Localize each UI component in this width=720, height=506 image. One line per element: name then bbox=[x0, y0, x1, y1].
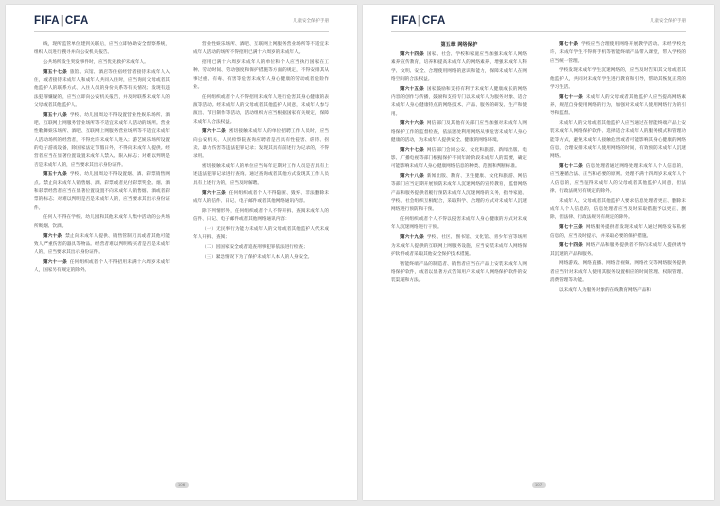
page-body bbox=[391, 41, 686, 464]
law-paragraph bbox=[34, 59, 170, 67]
article-number: 第五十七条 bbox=[43, 69, 67, 75]
page-right bbox=[363, 5, 714, 500]
law-paragraph bbox=[391, 147, 527, 172]
article-number: 第七十三条 bbox=[559, 225, 583, 231]
paragraph-text: 营业性娱乐场所、酒吧、互联网上网服务营业场所等不适宜未成年人活动的场所不得招用已满十六周岁的未成年人。 bbox=[193, 42, 329, 56]
law-paragraph bbox=[34, 233, 170, 258]
law-paragraph bbox=[193, 190, 329, 207]
paragraph-text: （二）因国家安全或者追查刑事犯罪依法进行检查； bbox=[202, 244, 308, 250]
article-number: 第六十四条 bbox=[400, 52, 424, 57]
paragraph-text: 线，现所监管单位建到关联后，应当立即协助安全督察系统，组织人员进行搜寻并向公安机关报告。 bbox=[34, 42, 170, 56]
fifa-cfa-logo: FIFA|CFA bbox=[34, 15, 89, 27]
law-paragraph bbox=[391, 120, 527, 145]
text-column-1 bbox=[34, 41, 170, 464]
law-paragraph bbox=[550, 224, 686, 241]
law-paragraph bbox=[34, 69, 170, 110]
paragraph-text: 任何组织或者个人不得招用未满十六周岁未成年人，国家另有规定的除外。 bbox=[34, 259, 170, 274]
paragraph-text: 学校、幼儿园周边不得设置烟、酒、彩票销售网点。禁止向未成年人销售烟、酒、彩票或者兑付彩票奖金。烟、酒和彩票经营者应当在显著位置设置不向未成年人销售烟、酒或者彩票的标志；对难以判明是否是未成年人的，应当要求其出示身份证件。 bbox=[34, 172, 170, 211]
fifa-cfa-logo: FIFA|CFA bbox=[391, 15, 446, 27]
law-paragraph bbox=[193, 41, 329, 58]
article-number: 第六十三条 bbox=[202, 190, 226, 196]
paragraph-text: 未成年人、父母或者其他监护人要求信息处理者更正、删除未成年人个人信息的，信息处理者应当及时采取措施予以更正、删除，但法律、行政法规另有规定的除外。 bbox=[550, 198, 686, 221]
paragraph-text: 任何人不得在学校、幼儿园和其他未成年人集中活动的公共场所吸烟、饮酒。 bbox=[34, 215, 170, 229]
paragraph-text: 以未成年人为服务对象的在线教育网络产品和 bbox=[559, 287, 651, 293]
page-number: 107 bbox=[532, 482, 546, 488]
article-number: 第七十条 bbox=[559, 42, 579, 47]
paragraph-text: 密切接触未成年人的单位应当每年定期对工作人员是否具有上述违法犯罪记录进行查询。通过查询或者其他方式发现其工作人员具有上述行为的，应当及时解聘。 bbox=[193, 164, 329, 186]
law-paragraph bbox=[193, 208, 329, 225]
page-header bbox=[391, 15, 686, 32]
chapter-heading: 第五章 网络保护 bbox=[440, 42, 478, 48]
law-paragraph bbox=[34, 112, 170, 170]
paragraph-text: （一）无民事行为能力未成年人的父母或者其他监护人代未成年人开拆、查阅； bbox=[193, 226, 329, 241]
article-number: 第七十一条 bbox=[559, 94, 583, 100]
paragraph-text: 旅馆、宾馆、酒店等住宿经营者接待未成年人入住，或者接待未成年人和成年人共同入住时，应当询问父母或者其他监护人的联系方式、入住人员的身份关系等有关情况；发现有违法犯罪嫌疑的，应当立即向公安机关报告，并及时联系未成年人的父母或者其他监护人。 bbox=[34, 69, 170, 109]
paragraph-text: 信息处理者通过网络处理未成年人个人信息的，应当遵循合法、正当和必要的原则。处理不满十四周岁未成年人个人信息的，应当征得未成年人的父母或者其他监护人同意，但法律、行政法规另有规定的除外。 bbox=[550, 164, 686, 195]
article-number: 第六十九条 bbox=[400, 235, 424, 241]
paragraph-text: 网络游戏、网络直播、网络音视频、网络社交等网络服务提供者应当针对未成年人使用其服务设置相应的时间管理、权限管理、消费管理等功能。 bbox=[550, 261, 686, 284]
text-column-1 bbox=[391, 41, 527, 464]
article-number: 第七十四条 bbox=[559, 243, 583, 249]
article-number: 第五十九条 bbox=[43, 172, 67, 178]
law-paragraph bbox=[193, 254, 329, 262]
law-paragraph bbox=[550, 120, 686, 161]
law-paragraph bbox=[193, 128, 329, 161]
paragraph-text: 任何组织或者个人不得招用未成年人进行危害其身心健康的表演等活动。经未成年人的父母或者其他监护人同意，未成年人参与演出、节目制作等活动，活动组织方应当根据国家有关规定，保障未成年人合法权益。 bbox=[193, 94, 329, 125]
article-number: 第六十二条 bbox=[202, 129, 226, 135]
paragraph-text: 学校、社区、图书馆、文化馆、青少年宫等场所为未成年人提供的互联网上网服务设施，应当安装未成年人网络保护软件或者采取其他安全保护技术措施。 bbox=[391, 235, 527, 257]
law-paragraph bbox=[193, 163, 329, 188]
page-left bbox=[6, 5, 357, 500]
paragraph-text: 网络服务提供者发现未成年人通过网络发布私密信息的，应当及时提示，并采取必要的保护措施。 bbox=[550, 225, 686, 239]
paragraph-text: 任何组织或者个人不得以侵害未成年人身心健康的方式对未成年人沉迷网络进行干预。 bbox=[391, 217, 527, 231]
article-number: 第六十一条 bbox=[43, 259, 67, 265]
article-number: 第五十八条 bbox=[43, 112, 67, 118]
paragraph-text: 未成年人的父母或者其他监护人应当提高网络素养，规范自身使用网络的行为，加强对未成年人使用网络行为的引导和监督。 bbox=[550, 94, 686, 117]
paragraph-text: 学校、幼儿园周边不得设置营业性娱乐场所、酒吧、互联网上网服务营业场所等不适宜未成年人活动的场所。营业性歌舞娱乐场所、酒吧、互联网上网服务营业场所等不适宜未成年人活动场所的经营者，不得允许未成年人进入；游艺娱乐场所设置的电子游戏设备，除国家法定节假日外，不得向未成年人提供。经营者应当在显著位置设置未成年人禁入、限入标志；对难以判明是否是未成年人的，应当要求其出示身份证件。 bbox=[34, 112, 170, 168]
law-paragraph bbox=[550, 67, 686, 92]
law-paragraph bbox=[550, 260, 686, 285]
law-paragraph bbox=[550, 287, 686, 295]
paragraph-text: 禁止向未成年人提供、销售管制刀具或者其他可能致人严重伤害的器具等物品。经营者难以判明购买者是否是未成年人的，应当要求其出示身份证件。 bbox=[34, 233, 170, 256]
paragraph-text: 新闻出版、教育、卫生健康、文化和旅游、网信等部门应当定期开展预防未成年人沉迷网络的宣传教育，监督网络产品和服务提供者履行预防未成年人沉迷网络的义务，指导家庭、学校、社会组织互相配合，采取科学、合理的方式对未成年人沉迷网络进行预防和干预。 bbox=[391, 174, 527, 213]
law-paragraph bbox=[193, 94, 329, 127]
law-paragraph bbox=[550, 41, 686, 66]
text-column-2 bbox=[193, 41, 329, 464]
law-paragraph bbox=[550, 163, 686, 196]
paragraph-text: 智能终端产品的制造者、销售者应当在产品上安装未成年人网络保护软件，或者以显著方式告知用户未成年人网络保护软件的安装渠道和方法。 bbox=[391, 261, 527, 284]
law-paragraph bbox=[391, 261, 527, 286]
law-paragraph bbox=[193, 244, 329, 252]
paragraph-text: 国家、社会、学校和家庭应当加强未成年人网络素养宣传教育，培养和提高未成年人的网络素养，增强未成年人科学、文明、安全、合理使用网络的意识和能力，保障未成年人在网络空间的合法权益。 bbox=[391, 52, 527, 82]
header-title: 儿童安全保护手册 bbox=[650, 19, 686, 24]
text-column-2 bbox=[550, 41, 686, 464]
paragraph-text: 公共场所发生突发事件时，应当优先救护未成年人。 bbox=[43, 60, 149, 66]
law-paragraph bbox=[391, 216, 527, 233]
article-number: 第七十二条 bbox=[559, 164, 583, 170]
law-paragraph bbox=[193, 226, 329, 243]
page-number: 106 bbox=[175, 482, 189, 488]
law-paragraph bbox=[193, 59, 329, 92]
paragraph-text: 网信部门及其他有关部门应当加强对未成年人网络保护工作的监督检查，依法惩处利用网络从事危害未成年人身心健康的活动，为未成年人提供安全、健康的网络环境。 bbox=[391, 121, 527, 143]
article-number: 第六十条 bbox=[43, 233, 63, 239]
article-number: 第六十七条 bbox=[400, 147, 424, 153]
header-title: 儿童安全保护手册 bbox=[293, 19, 329, 24]
paragraph-text: 学校应当合理使用网络开展教学活动。未经学校允许，未成年学生不得将手机等智能终端产品带入课堂，带入学校的应当统一管理。 bbox=[550, 42, 686, 64]
paragraph-text: 任何组织或者个人不得隐匿、毁弃、非法删除未成年人的信件、日记、电子邮件或者其他网络通讯内容。 bbox=[193, 190, 329, 204]
paragraph-text: （三）紧急情况下为了保护未成年人本人的人身安全。 bbox=[202, 254, 313, 260]
paragraph-text: 学校发现未成年学生沉迷网络的，应当及时告知其父母或者其他监护人，共同对未成年学生进行教育和引导，帮助其恢复正常的学习生活。 bbox=[550, 68, 686, 90]
law-paragraph bbox=[550, 94, 686, 119]
law-paragraph bbox=[550, 198, 686, 223]
law-paragraph bbox=[34, 214, 170, 231]
paragraph-text: 网络产品和服务提供者不得向未成年人提供诱导其沉迷的产品和服务。 bbox=[550, 243, 686, 257]
article-number: 第六十八条 bbox=[400, 174, 424, 180]
paragraph-text: 国家鼓励和支持有利于未成年人健康成长的网络内容的创作与传播，鼓励和支持专门以未成年人为服务对象、适合未成年人身心健康特点的网络技术、产品、服务的研发、生产和使用。 bbox=[391, 86, 527, 117]
paragraph-text: 除下列情形外，任何组织或者个人不得开拆、查阅未成年人的信件、日记、电子邮件或者其他网络通讯内容： bbox=[193, 208, 329, 222]
paragraph-text: 未成年人的父母或者其他监护人应当通过在智能终端产品上安装未成年人网络保护软件、选择适合未成年人的服务模式和管理功能等方式，避免未成年人接触危害或者可能影响其身心健康的网络信息，合理安排未成年人使用网络的时间，有效预防未成年人沉迷网络。 bbox=[550, 121, 686, 160]
law-paragraph bbox=[391, 173, 527, 214]
law-paragraph bbox=[391, 86, 527, 119]
article-number: 第六十五条 bbox=[400, 86, 424, 92]
law-paragraph bbox=[34, 41, 170, 58]
law-paragraph bbox=[391, 51, 527, 84]
law-paragraph bbox=[34, 259, 170, 276]
paragraph-text: 网信部门会同公安、文化和旅游、新闻出版、电影、广播电视等部门根据保护不同年龄阶段未成年人的需要，确定可能影响未成年人身心健康网络信息的种类、范围和判断标准。 bbox=[391, 147, 527, 170]
law-paragraph bbox=[34, 171, 170, 212]
page-body bbox=[34, 41, 329, 464]
law-paragraph bbox=[550, 242, 686, 259]
law-paragraph bbox=[391, 234, 527, 259]
paragraph-text: 招用已满十六周岁未成年人的单位和个人应当执行国家在工种、劳动时间、劳动强度和保护措施等方面的规定，不得安排其从事过重、有毒、有害等危害未成年人身心健康的劳动或者危险作业。 bbox=[193, 60, 329, 90]
paragraph-text: 密切接触未成年人的单位招聘工作人员时，应当向公安机关、人民检察院查询应聘者是否具有性侵害、虐待、拐卖、暴力伤害等违法犯罪记录；发现其具有前述行为记录的，不得录用。 bbox=[193, 129, 329, 160]
page-header bbox=[34, 15, 329, 32]
article-number: 第六十六条 bbox=[400, 121, 424, 127]
